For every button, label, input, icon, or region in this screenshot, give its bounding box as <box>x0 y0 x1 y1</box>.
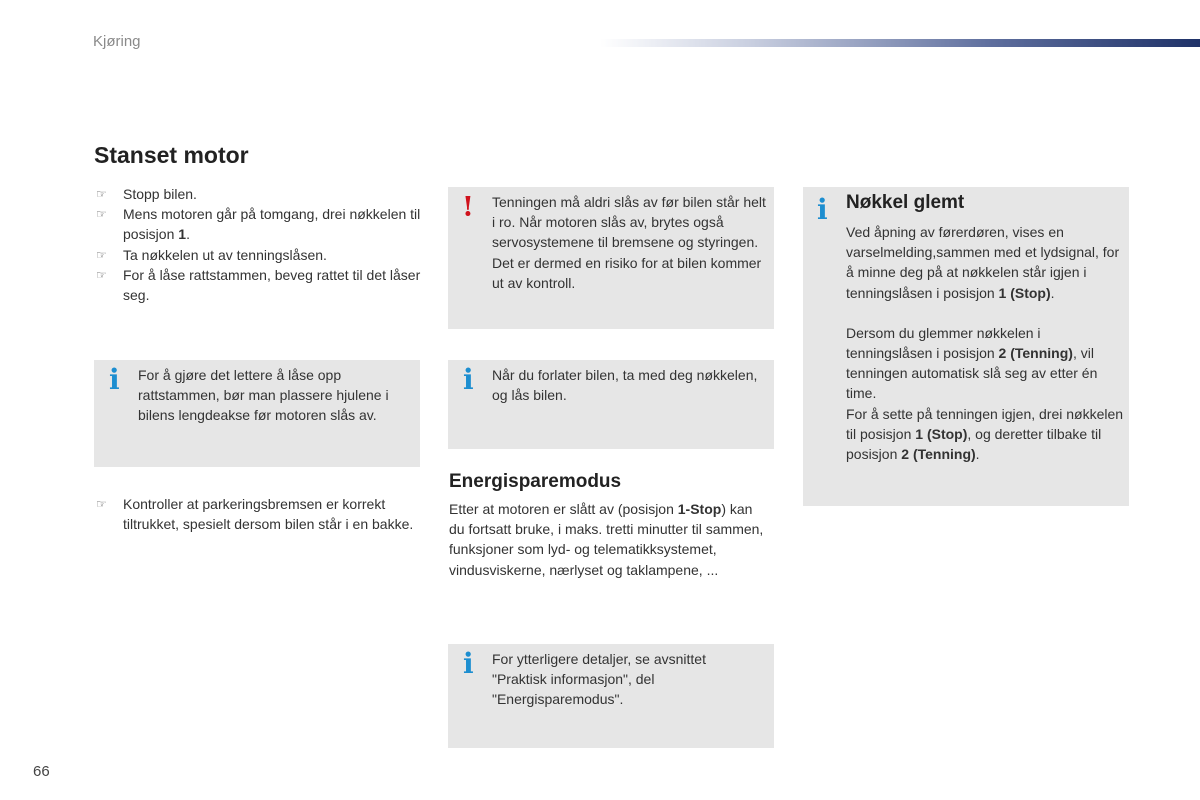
paragraph: Ved åpning av førerdøren, vises en varselmelding,sammen med et lydsignal, for å minne deg på at nøkkelen står igjen i tenningslåsen i posisjon 1 (Stop). <box>846 224 1120 301</box>
paragraph: Dersom du glemmer nøkkelen i tenningslåsen i posisjon 2 (Tenning), vil tenningen automatisk slå seg av etter én time. <box>846 324 1098 402</box>
pointing-hand-icon: ☞ <box>96 267 107 282</box>
pointing-hand-icon: ☞ <box>96 187 107 201</box>
forgotten-key-heading: Nøkkel glemt <box>846 192 965 213</box>
pointing-hand-icon: ☞ <box>96 497 107 511</box>
warning-text: Tenningen må aldri slås av før bilen står helt i ro. Når motoren slås av, brytes også servosystemene til bremsene og styringen. Det er dermed en risiko for at bilen kommer ut av kontroll. <box>492 194 766 291</box>
warning-icon: ! <box>462 192 474 223</box>
info-box-wheels <box>94 360 420 467</box>
paragraph: For å sette på tenningen igjen, drei nøkkelen til posisjon 1 (Stop), og deretter tilbake til posisjon 2 (Tenning). <box>846 405 1124 463</box>
page-number: 66 <box>33 763 50 780</box>
warning-box <box>448 187 774 329</box>
pointing-hand-icon: ☞ <box>96 247 107 262</box>
info-icon: i <box>463 363 474 396</box>
info-text: Når du forlater bilen, ta med deg nøkkelen, og lås bilen. <box>492 367 758 404</box>
energy-paragraph: Etter at motoren er slått av (posisjon 1-Stop) kan du fortsatt bruke, i maks. tretti minutter til sammen, funksjoner som lyd- og telematikksystemet, vindusviskerne, nærlyset og taklampene, ... <box>449 501 764 578</box>
info-box-leave <box>448 360 774 449</box>
info-text: For ytterligere detaljer, se avsnittet "Praktisk informasjon", del "Energisparemodus". <box>492 651 706 708</box>
header-accent-bar <box>600 39 1200 47</box>
forgotten-key-box <box>803 187 1129 506</box>
info-icon: i <box>109 363 120 396</box>
list-item: ☞ Kontroller at parkeringsbremsen er korrekt tiltrukket, spesielt dersom bilen står i en bakke. <box>96 496 414 533</box>
section-label: Kjøring <box>93 33 141 50</box>
pointing-hand-icon: ☞ <box>96 207 107 222</box>
steps-list <box>94 184 424 305</box>
list-item: ☞ Mens motoren går på tomgang, drei nøkkelen til posisjon 1. <box>96 206 421 243</box>
list-item: ☞ For å låse rattstammen, beveg rattet til det låser seg. <box>96 266 421 304</box>
page-title: Stanset motor <box>94 142 249 168</box>
info-icon: i <box>463 647 474 680</box>
list-item: ☞ Stopp bilen. <box>94 184 424 204</box>
info-icon: i <box>817 193 828 226</box>
forgotten-key-text <box>846 222 1126 464</box>
info-box-details <box>448 644 774 748</box>
list-item: ☞ Ta nøkkelen ut av tenningslåsen. <box>94 245 424 265</box>
steps-list-2 <box>94 494 424 534</box>
info-text: For å gjøre det lettere å låse opp rattstammen, bør man plassere hjulene i bilens lengdeakse før motoren slås av. <box>138 367 389 424</box>
energy-heading: Energisparemodus <box>449 471 622 492</box>
